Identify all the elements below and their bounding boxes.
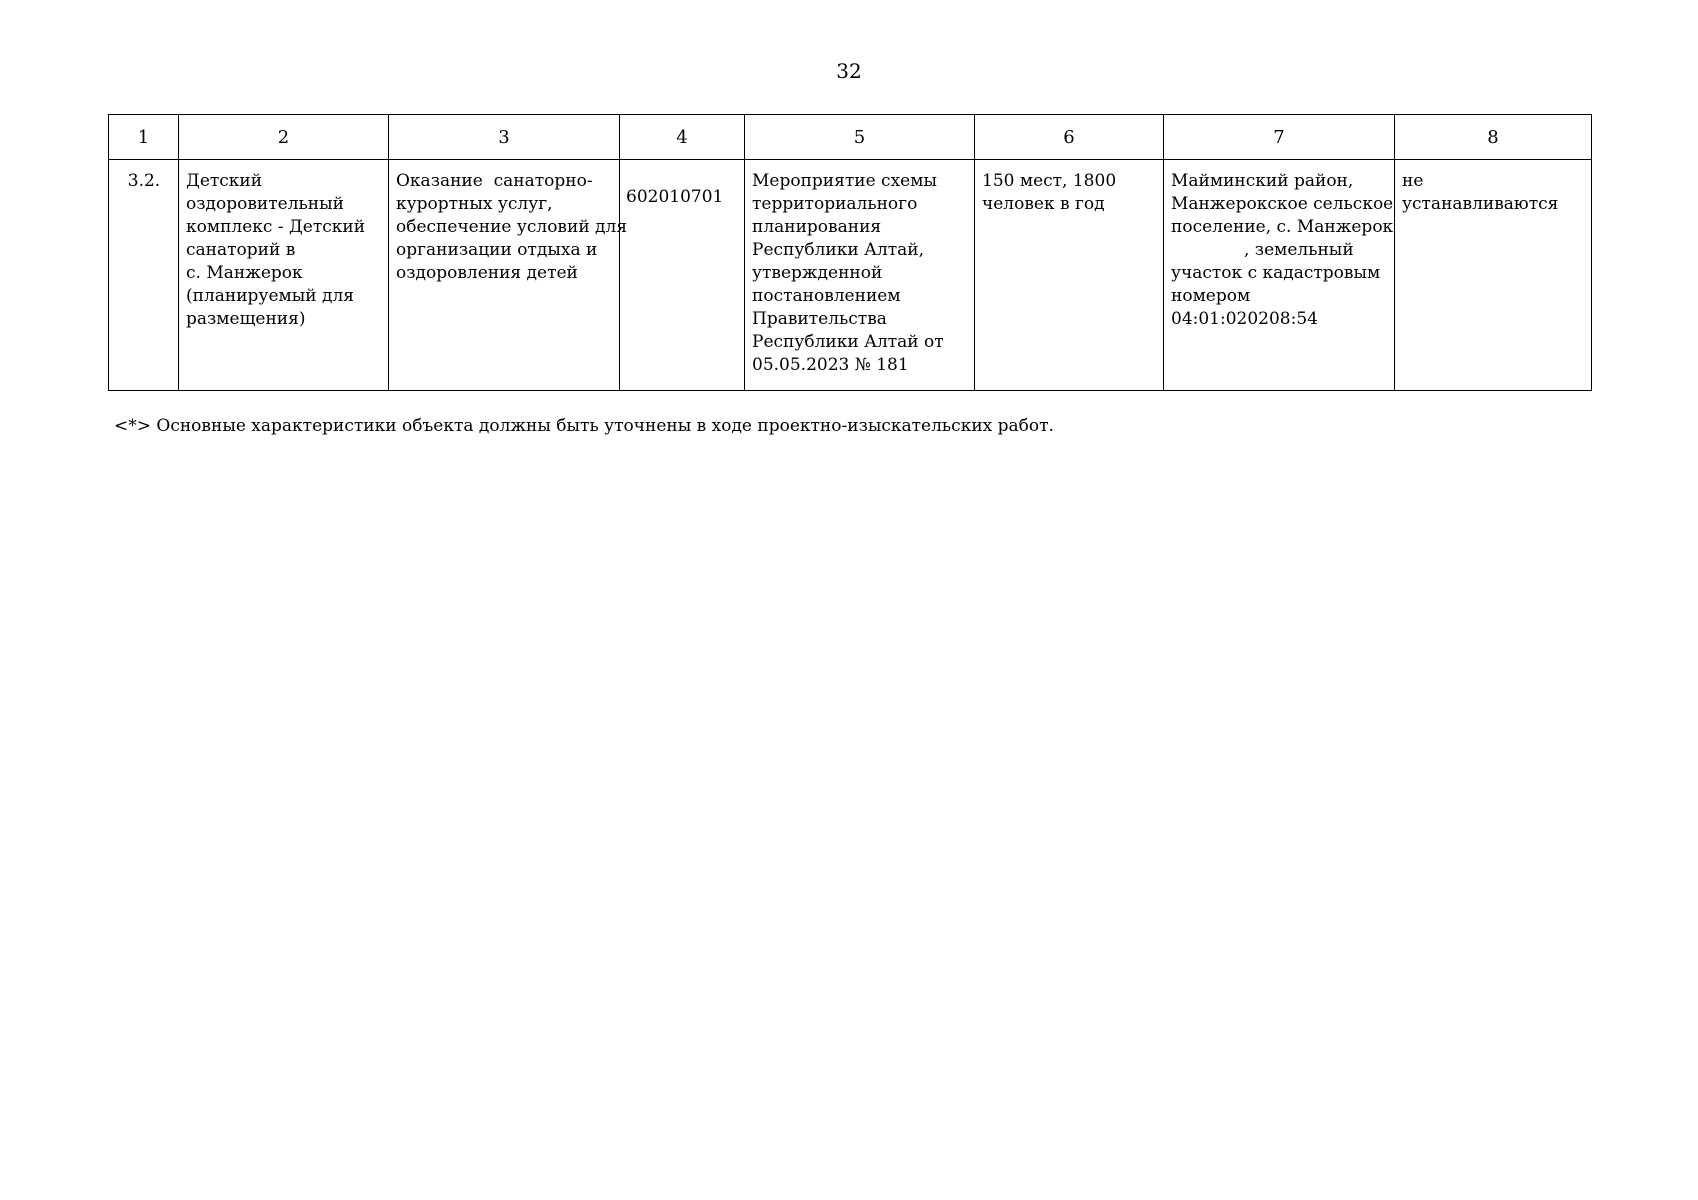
basis-line: 05.05.2023 № 181 bbox=[752, 355, 909, 375]
column-header: 5 bbox=[745, 115, 975, 160]
table-row bbox=[109, 160, 1592, 391]
object-name-line: санаторий в bbox=[186, 240, 296, 260]
location-line: поселение, с. Манжерок bbox=[1171, 217, 1394, 237]
object-name-line: Детский bbox=[186, 171, 263, 191]
object-name-line: оздоровительный bbox=[186, 194, 344, 214]
purpose-line: оздоровления детей bbox=[396, 263, 578, 283]
object-name-line: комплекс - Детский bbox=[186, 217, 366, 237]
object-name-line: с. Манжерок bbox=[186, 263, 303, 283]
objects-table bbox=[108, 114, 1592, 391]
basis-line: планирования bbox=[752, 217, 882, 237]
basis-line: утвержденной bbox=[752, 263, 883, 283]
column-header: 2 bbox=[179, 115, 389, 160]
column-header: 6 bbox=[975, 115, 1164, 160]
footnote: <*> Основные характеристики объекта должны быть уточнены в ходе проектно-изыскательских работ. bbox=[114, 416, 1054, 436]
column-header: 4 bbox=[620, 115, 745, 160]
purpose-line: организации отдыха и bbox=[396, 240, 598, 260]
basis-line: постановлением bbox=[752, 286, 901, 306]
zones-text: не устанавливаются bbox=[1402, 171, 1559, 214]
column-header: 8 bbox=[1395, 115, 1592, 160]
page-number: 32 bbox=[836, 59, 862, 83]
table-header-row bbox=[109, 115, 1592, 160]
basis-line: территориального bbox=[752, 194, 918, 214]
object-code: 602010701 bbox=[626, 187, 724, 207]
column-header: 1 bbox=[109, 115, 179, 160]
capacity-line: 150 мест, 1800 bbox=[982, 171, 1117, 191]
cell-location bbox=[1164, 160, 1395, 391]
object-name-line: размещения) bbox=[186, 309, 306, 329]
location-line: 04:01:020208:54 bbox=[1171, 309, 1318, 329]
column-header: 7 bbox=[1164, 115, 1395, 160]
purpose-line: обеспечение условий для bbox=[396, 217, 628, 237]
basis-line: Республики Алтай от bbox=[752, 332, 944, 352]
location-line: Манжерокское сельское bbox=[1171, 194, 1394, 214]
cell-purpose bbox=[389, 160, 628, 391]
object-name-line: (планируемый для bbox=[186, 286, 354, 306]
location-line: , земельный bbox=[1244, 240, 1354, 260]
cell-code bbox=[620, 160, 745, 391]
basis-line: Республики Алтай, bbox=[752, 240, 925, 260]
cell-object-name bbox=[179, 160, 389, 391]
column-header: 3 bbox=[389, 115, 620, 160]
location-line: Майминский район, bbox=[1171, 171, 1354, 191]
item-number: 3.2. bbox=[127, 171, 161, 191]
basis-line: Правительства bbox=[752, 309, 887, 329]
purpose-line: курортных услуг, bbox=[396, 194, 553, 214]
location-line: участок с кадастровым bbox=[1171, 263, 1381, 283]
basis-line: Мероприятие схемы bbox=[752, 171, 937, 191]
capacity-line: человек в год bbox=[982, 194, 1105, 214]
location-line: номером bbox=[1171, 286, 1251, 306]
cell-basis bbox=[745, 160, 975, 391]
cell-capacity bbox=[975, 160, 1164, 391]
purpose-line: Оказание санаторно- bbox=[396, 171, 593, 191]
cell-number bbox=[109, 160, 179, 391]
cell-zones bbox=[1395, 160, 1592, 391]
